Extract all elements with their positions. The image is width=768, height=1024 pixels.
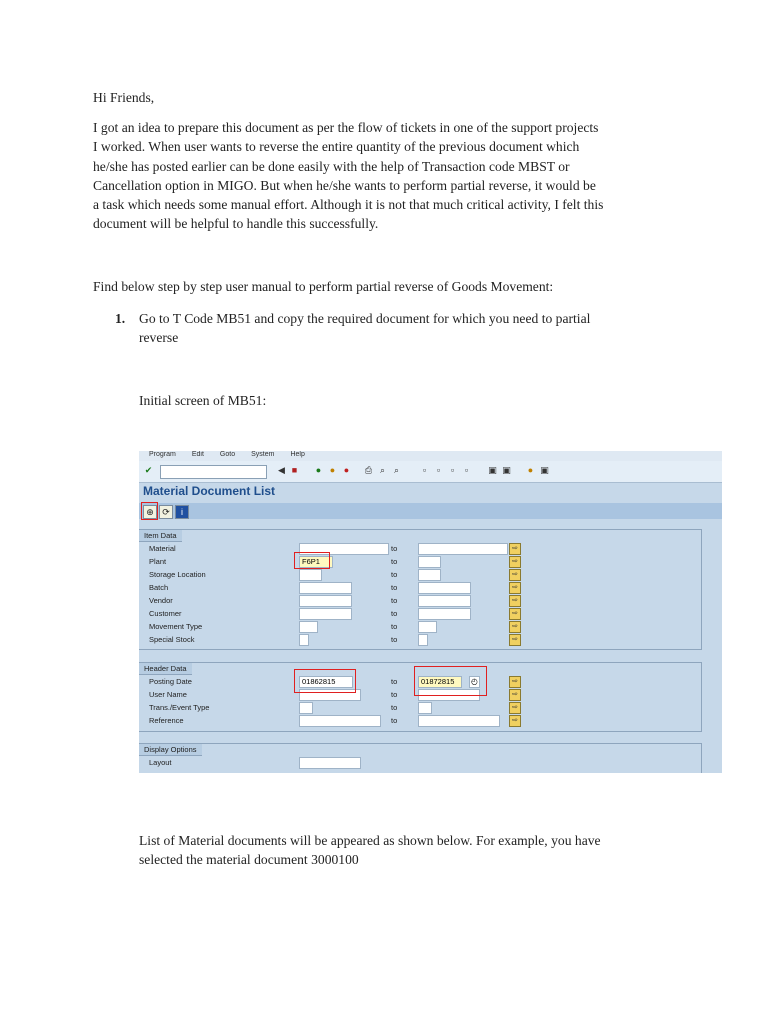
- new-session-icon[interactable]: ▣: [488, 465, 497, 475]
- display-options-title: Display Options: [139, 744, 202, 756]
- intro-line: I worked. When user wants to reverse the entire quantity of the previous document which: [93, 139, 580, 155]
- to-label: to: [391, 703, 398, 712]
- display-row-layout: [139, 756, 701, 769]
- system-toolbar: [139, 461, 722, 483]
- menu-bar: [139, 451, 722, 461]
- layout-input[interactable]: [299, 757, 361, 769]
- reference-from-input[interactable]: [299, 715, 381, 727]
- plant-highlight: [294, 552, 330, 569]
- multiple-selection-icon[interactable]: ⇨: [509, 702, 521, 714]
- multiple-selection-icon[interactable]: ⇨: [509, 595, 521, 607]
- to-label: to: [391, 716, 398, 725]
- material-to-input[interactable]: [418, 543, 508, 555]
- field-label: Movement Type: [149, 622, 203, 631]
- get-variant-icon[interactable]: ⟳: [159, 505, 173, 519]
- field-label: Customer: [149, 609, 182, 618]
- application-toolbar: [139, 503, 722, 519]
- batch-to-input[interactable]: [418, 582, 471, 594]
- menu-edit[interactable]: Edit: [191, 451, 204, 458]
- prev-page-icon[interactable]: ▫: [436, 465, 441, 475]
- help-icon[interactable]: ●: [527, 465, 534, 475]
- item-row-storage-location: [139, 568, 701, 581]
- calendar-icon[interactable]: ◴: [469, 676, 480, 688]
- cancel-icon[interactable]: ●: [343, 465, 350, 475]
- step-text-line1: Go to T Code MB51 and copy the required document for which you need to partial: [139, 311, 591, 326]
- layout-label: Layout: [149, 758, 172, 767]
- vendor-to-input[interactable]: [418, 595, 471, 607]
- to-label: to: [391, 570, 398, 579]
- save-icon[interactable]: ■: [291, 465, 298, 475]
- command-field[interactable]: [160, 465, 267, 479]
- display-options-group: [139, 743, 702, 773]
- to-label: to: [391, 622, 398, 631]
- item-row-movement-type: [139, 620, 701, 633]
- multiple-selection-icon[interactable]: ⇨: [509, 634, 521, 646]
- posting-date-from-highlight: [294, 669, 356, 693]
- item-row-vendor: [139, 594, 701, 607]
- intro-paragraph: [93, 118, 683, 234]
- field-label: Storage Location: [149, 570, 206, 579]
- print-icon[interactable]: ⎙: [364, 465, 373, 475]
- greeting: Hi Friends,: [93, 90, 155, 105]
- list-caption-line1: List of Material documents will be appeared as shown below. For example, you have: [139, 833, 601, 848]
- back-arrow-icon[interactable]: ◀: [278, 465, 285, 475]
- movement-type-from-input[interactable]: [299, 621, 318, 633]
- storage-location-to-input[interactable]: [418, 569, 441, 581]
- header-row-trans-event-type: [139, 701, 701, 714]
- field-label: Plant: [149, 557, 167, 566]
- page-title: Material Document List: [143, 484, 276, 498]
- step-number: 1.: [115, 311, 126, 326]
- intro-line: he/she has posted earlier can be done easily with the help of Transaction code MBST or: [93, 158, 570, 174]
- posting-date-to-input[interactable]: 01872815: [418, 676, 462, 688]
- menu-program[interactable]: Program: [149, 451, 176, 458]
- enter-icon[interactable]: ✔: [144, 465, 153, 475]
- first-page-icon[interactable]: ▫: [422, 465, 427, 475]
- to-label: to: [391, 635, 398, 644]
- movement-type-to-input[interactable]: [418, 621, 437, 633]
- multiple-selection-icon[interactable]: ⇨: [509, 569, 521, 581]
- intro-line: Cancellation option in MIGO. But when he/she wants to perform partial reverse, it would be: [93, 177, 596, 193]
- layout-menu-icon[interactable]: ▣: [540, 465, 549, 475]
- multiple-selection-icon[interactable]: ⇨: [509, 715, 521, 727]
- menu-help[interactable]: Help: [290, 451, 305, 458]
- find-next-icon[interactable]: ⌕: [393, 465, 400, 475]
- item-row-batch: [139, 581, 701, 594]
- to-label: to: [391, 690, 398, 699]
- to-label: to: [391, 609, 398, 618]
- step-text-line2: reverse: [139, 330, 179, 345]
- batch-from-input[interactable]: [299, 582, 352, 594]
- special-stock-from-input[interactable]: [299, 634, 309, 646]
- reference-to-input[interactable]: [418, 715, 500, 727]
- item-row-material: [139, 542, 701, 555]
- trans-event-type-from-input[interactable]: [299, 702, 313, 714]
- posting-date-to-highlight: [414, 666, 487, 696]
- execute-icon[interactable]: ⊕: [143, 505, 157, 519]
- field-label: Trans./Event Type: [149, 703, 210, 712]
- field-label: Posting Date: [149, 677, 192, 686]
- storage-location-from-input[interactable]: [299, 569, 322, 581]
- customer-to-input[interactable]: [418, 608, 471, 620]
- menu-system[interactable]: System: [251, 451, 275, 458]
- to-label: to: [391, 583, 398, 592]
- menu-goto[interactable]: Goto: [219, 451, 236, 458]
- initial-screen-caption: Initial screen of MB51:: [139, 393, 267, 408]
- intro-line: a task which needs some manual effort. Although it is not that much critical activity, I felt this: [93, 197, 604, 213]
- find-icon[interactable]: ⌕: [379, 465, 386, 475]
- last-page-icon[interactable]: ▫: [464, 465, 469, 475]
- multiple-selection-icon[interactable]: ⇨: [509, 676, 521, 688]
- item-data-group: [139, 529, 702, 650]
- field-label: Reference: [149, 716, 184, 725]
- trans-event-type-to-input[interactable]: [418, 702, 432, 714]
- field-label: Batch: [149, 583, 169, 592]
- to-label: to: [391, 544, 398, 553]
- field-label: Vendor: [149, 596, 173, 605]
- list-caption-line2: selected the material document 3000100: [139, 852, 359, 867]
- shortcut-icon[interactable]: ▣: [502, 465, 511, 475]
- to-label: to: [391, 596, 398, 605]
- multiple-selection-icon[interactable]: ⇨: [509, 608, 521, 620]
- plant-from-input[interactable]: F6P1: [299, 556, 333, 568]
- field-label: User Name: [149, 690, 187, 699]
- special-stock-to-input[interactable]: [418, 634, 428, 646]
- posting-date-from-input[interactable]: 01862815: [299, 676, 353, 688]
- sap-screenshot: [139, 451, 722, 773]
- find-below-text: Find below step by step user manual to perform partial reverse of Goods Movement:: [93, 279, 554, 294]
- header-data-title: Header Data: [139, 663, 192, 675]
- intro-line: document will be helpful to handle this successfully.: [93, 216, 379, 232]
- item-row-plant: [139, 555, 701, 568]
- item-data-title: Item Data: [139, 530, 182, 542]
- next-page-icon[interactable]: ▫: [450, 465, 455, 475]
- exit-icon[interactable]: ●: [329, 465, 336, 475]
- intro-line: I got an idea to prepare this document as per the flow of tickets in one of the support projects: [93, 120, 599, 135]
- back-icon[interactable]: ●: [315, 465, 322, 475]
- multiple-selection-icon[interactable]: ⇨: [509, 582, 521, 594]
- item-row-customer: [139, 607, 701, 620]
- execute-highlight: [141, 502, 158, 520]
- plant-to-input[interactable]: [418, 556, 441, 568]
- field-label: Material: [149, 544, 176, 553]
- multiple-selection-icon[interactable]: ⇨: [509, 543, 521, 555]
- vendor-from-input[interactable]: [299, 595, 352, 607]
- header-row-reference: [139, 714, 701, 727]
- multiple-selection-icon[interactable]: ⇨: [509, 689, 521, 701]
- multiple-selection-icon[interactable]: ⇨: [509, 556, 521, 568]
- to-label: to: [391, 557, 398, 566]
- multiple-selection-icon[interactable]: ⇨: [509, 621, 521, 633]
- info-icon[interactable]: i: [175, 505, 189, 519]
- customer-from-input[interactable]: [299, 608, 352, 620]
- item-row-special-stock: [139, 633, 701, 646]
- to-label: to: [391, 677, 398, 686]
- field-label: Special Stock: [149, 635, 195, 644]
